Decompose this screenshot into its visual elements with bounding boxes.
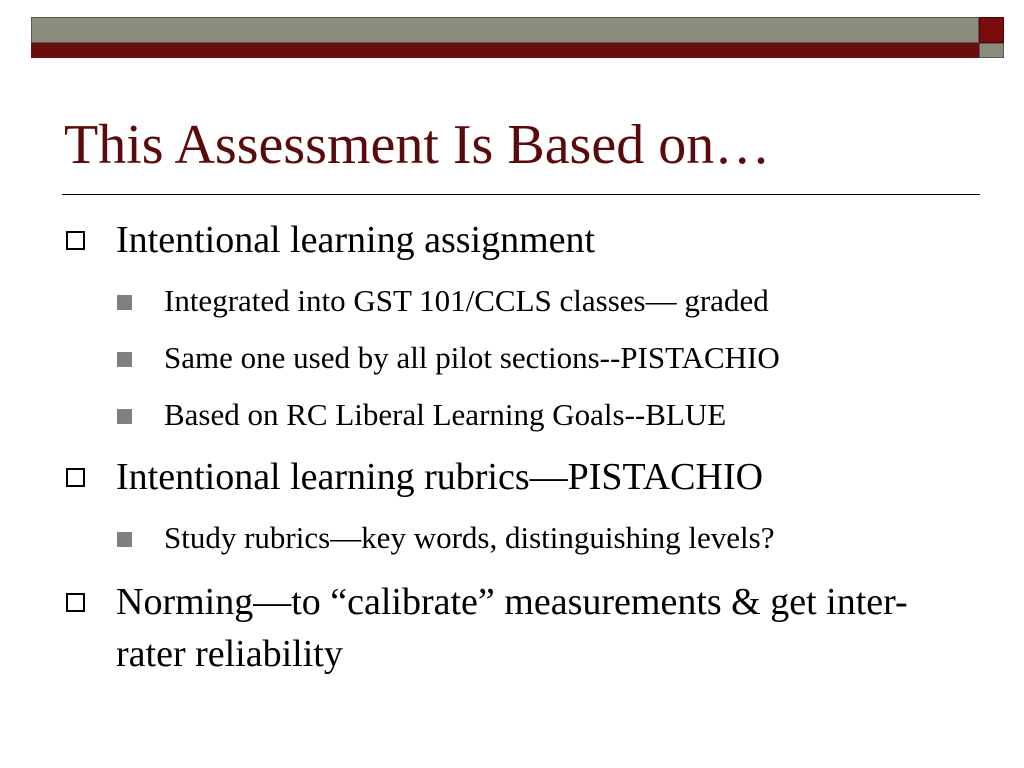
sub-bullet-item [117,393,726,437]
hollow-square-icon [66,593,85,612]
sub-bullet-text: Study rubrics—key words, distinguishing levels? [164,520,775,555]
header-corner-square-red [979,17,1004,43]
header-bar-gray [31,17,979,43]
sub-bullet-item [117,336,780,380]
bullet-text: Norming—to “calibrate” measurements & get inter-rater reliability [116,581,908,675]
bullet-item [66,214,595,266]
slide-title: This Assessment Is Based on… [64,114,771,176]
sub-bullet-text: Integrated into GST 101/CCLS classes— graded [164,283,769,318]
filled-square-icon [117,295,132,310]
sub-bullet-text: Based on RC Liberal Learning Goals--BLUE [164,397,727,432]
hollow-square-icon [66,231,85,250]
title-divider [62,194,980,195]
bullet-text: Intentional learning rubrics—PISTACHIO [116,456,764,498]
filled-square-icon [117,352,132,367]
bullet-item [66,576,946,680]
sub-bullet-item [117,279,769,323]
header-corner-square-gray [979,43,1004,58]
hollow-square-icon [66,468,85,487]
bullet-item [66,451,763,503]
filled-square-icon [117,532,132,547]
header-bar-red [31,43,979,58]
filled-square-icon [117,409,132,424]
sub-bullet-text: Same one used by all pilot sections--PISTACHIO [164,340,780,375]
bullet-text: Intentional learning assignment [116,219,596,261]
sub-bullet-item [117,516,774,560]
